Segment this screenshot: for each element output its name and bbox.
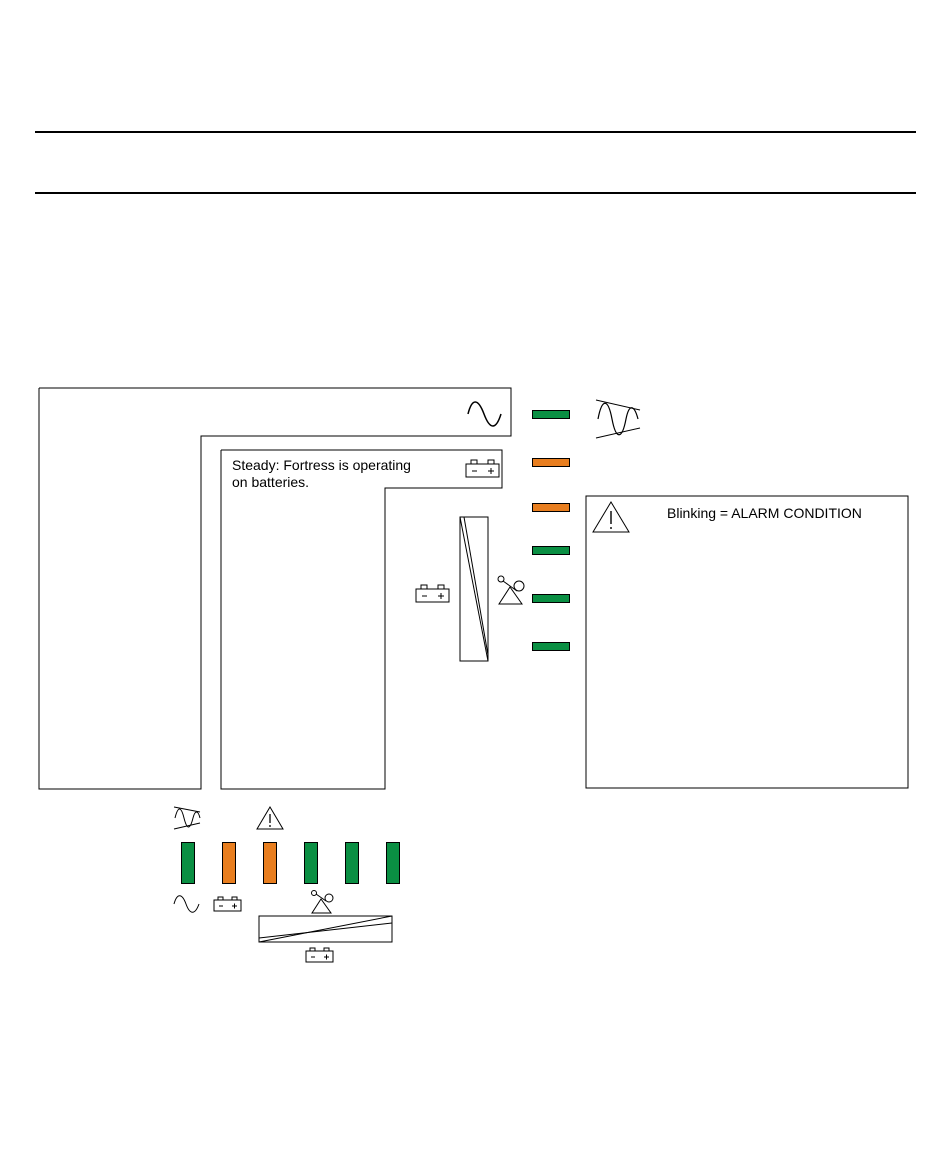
alarm-callout-box <box>586 496 908 788</box>
load-level-wedge-horizontal <box>258 914 394 944</box>
led-alarm <box>532 503 570 512</box>
load-icon <box>311 889 335 915</box>
sine-wave-icon <box>172 892 202 916</box>
battery-icon <box>465 459 501 479</box>
panel-led-utility <box>181 842 195 884</box>
battery-icon <box>305 947 335 964</box>
line-quality-icon <box>172 806 202 830</box>
panel-led-load-2 <box>345 842 359 884</box>
load-icon <box>497 574 527 606</box>
panel-led-load-1 <box>304 842 318 884</box>
battery-description-line1: Steady: Fortress is operating <box>232 457 411 473</box>
panel-led-on-battery <box>222 842 236 884</box>
load-level-wedge <box>458 515 492 665</box>
led-on-battery <box>532 458 570 467</box>
warning-icon <box>591 500 631 534</box>
panel-led-alarm <box>263 842 277 884</box>
line-quality-icon <box>594 398 644 440</box>
battery-icon <box>213 896 243 913</box>
panel-led-load-3 <box>386 842 400 884</box>
led-load-high <box>532 546 570 555</box>
led-load-mid <box>532 594 570 603</box>
battery-icon <box>415 584 451 604</box>
warning-icon <box>255 805 285 831</box>
battery-description-line2: on batteries. <box>232 474 310 490</box>
alarm-text: Blinking = ALARM CONDITION <box>667 505 862 521</box>
led-utility <box>532 410 570 419</box>
sine-wave-icon <box>466 398 504 430</box>
led-load-low <box>532 642 570 651</box>
